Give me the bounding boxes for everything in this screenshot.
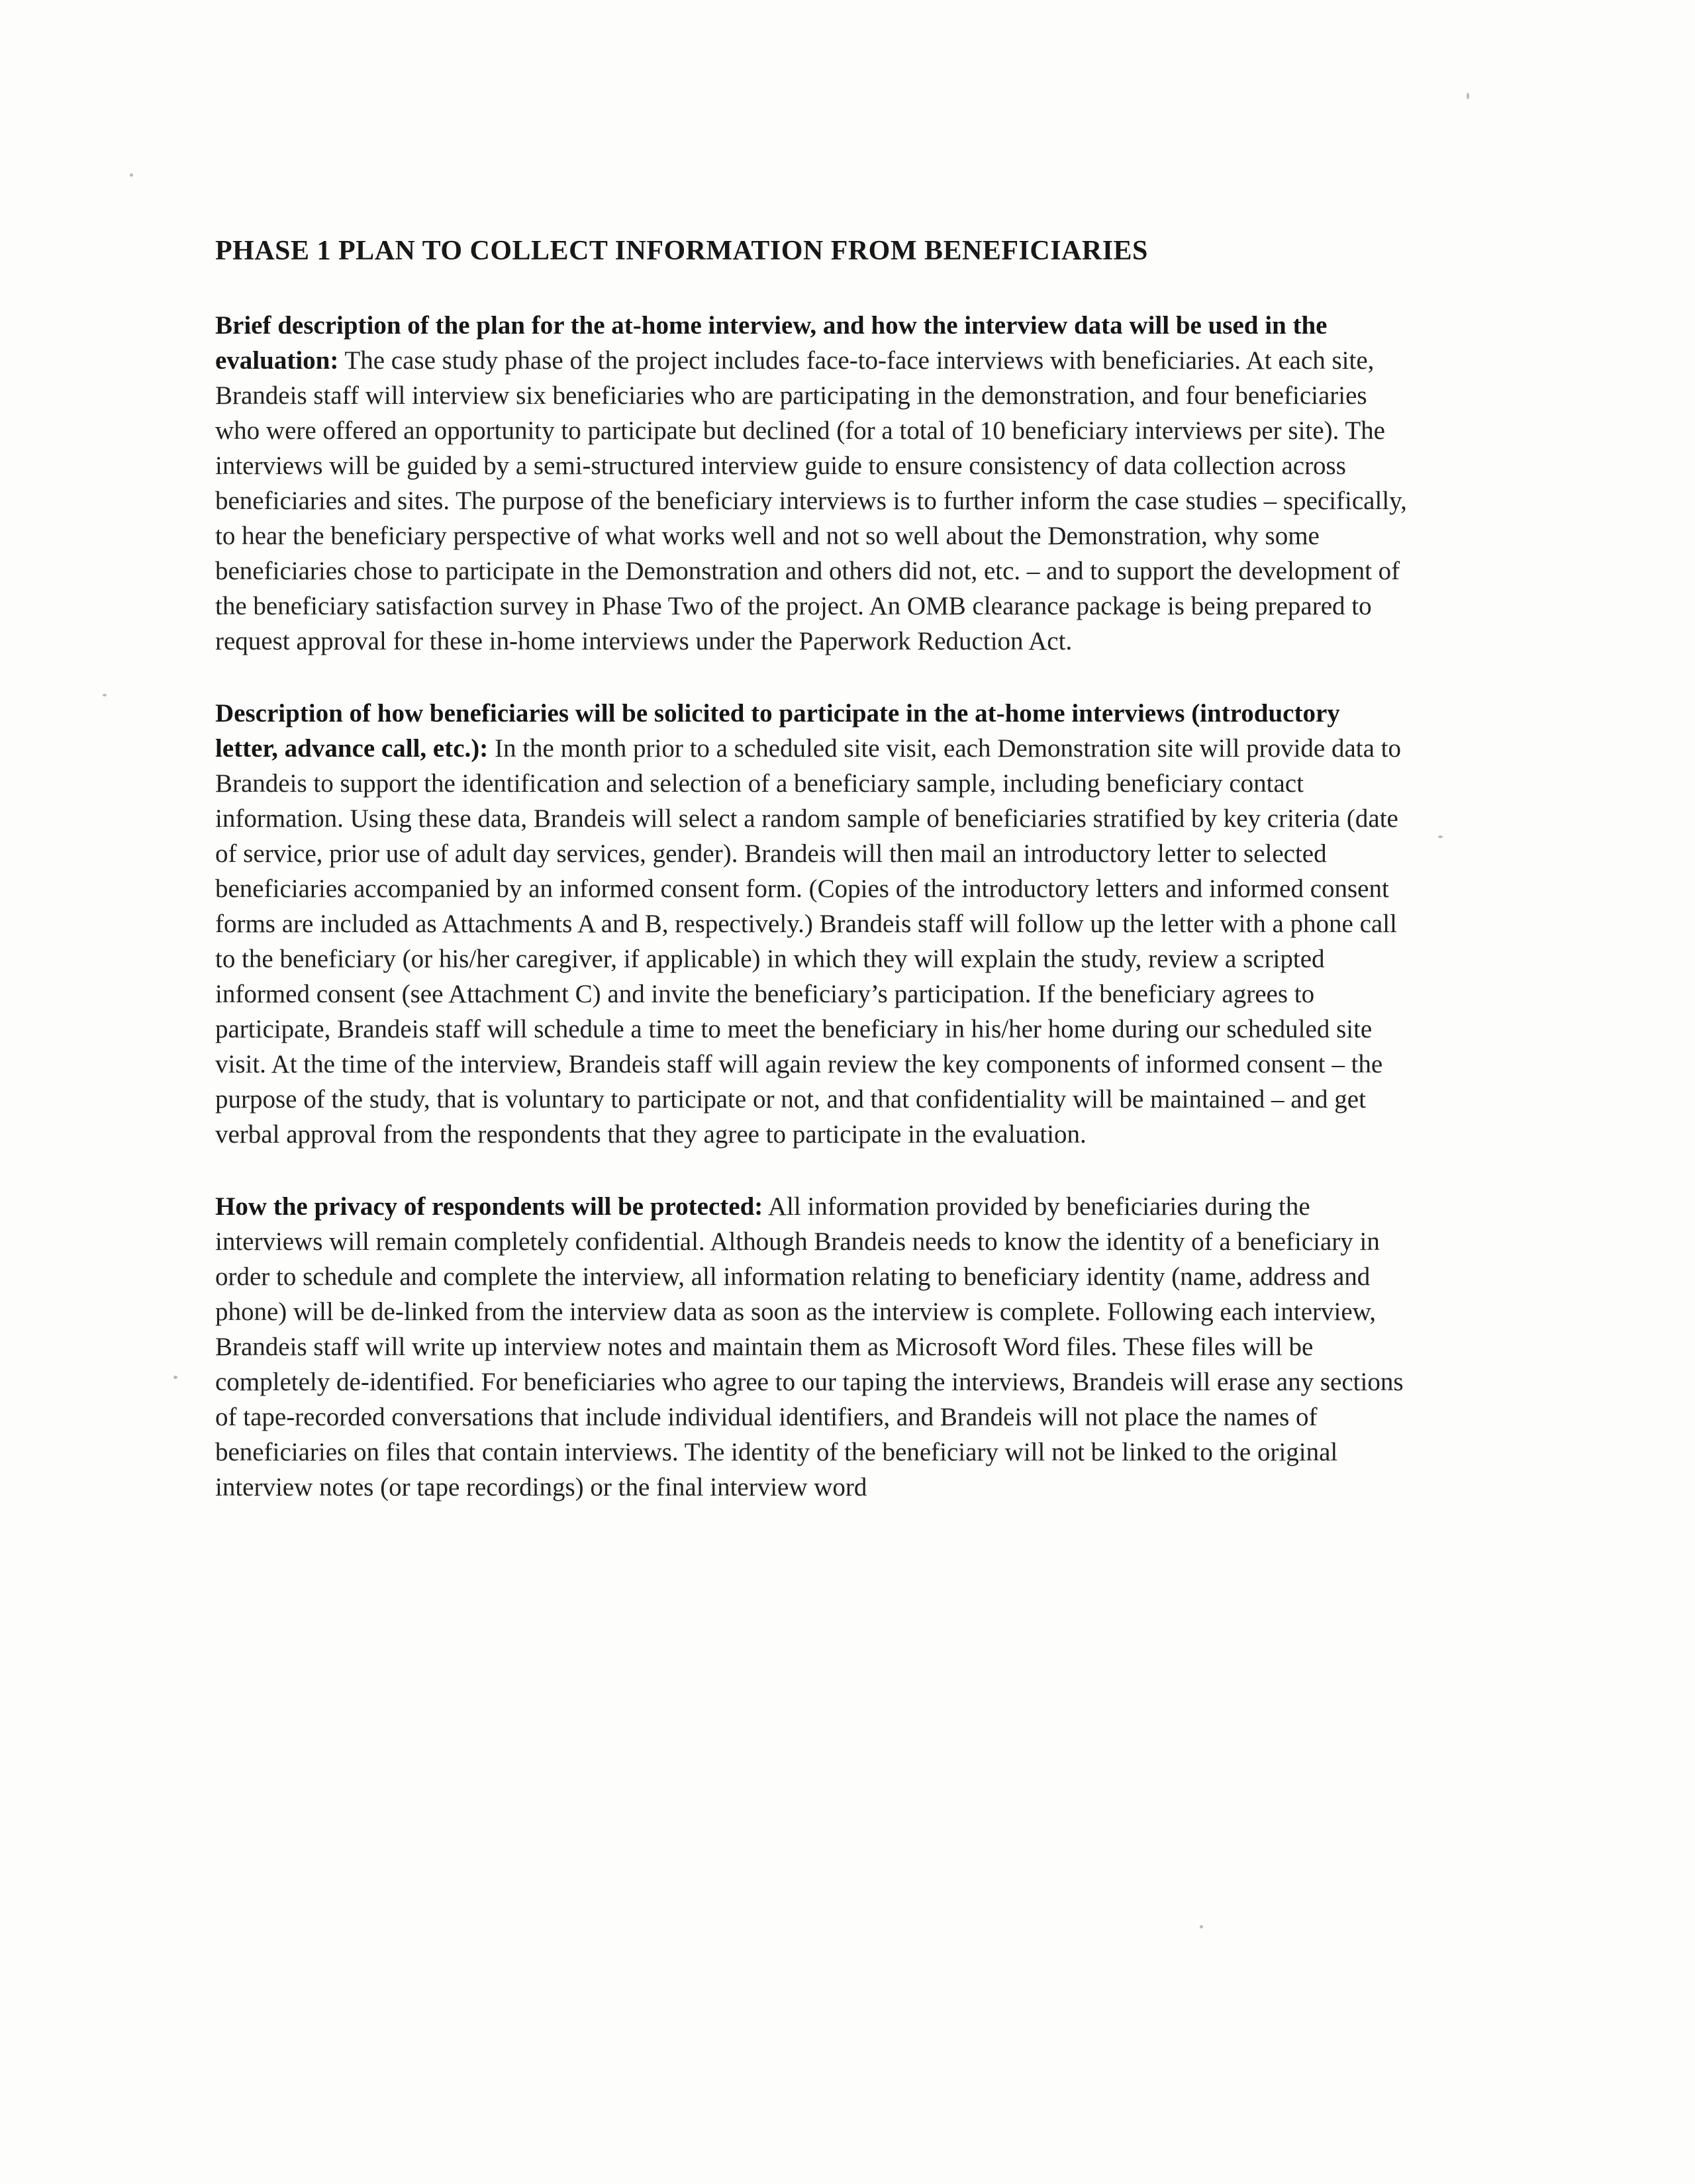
section-body-solicitation: In the month prior to a scheduled site visit, each Demonstration site will provide data to Brandeis to support the identification and selection of a beneficiary sample, including beneficiary contact information. Using these data, Brandeis will select a random sample of beneficiaries stratified by key criteria (date of service, prior use of adult day services, gender). Brandeis will then mail an introductory letter to selected beneficiaries accompanied by an informed consent form. (Copies of the introductory letters and informed consent forms are included as Attachments A and B, respectively.) Brandeis staff will follow up the letter with a phone call to the beneficiary (or his/her caregiver, if applicable) in which they will explain the study, review a scripted informed consent (see Attachment C) and invite the beneficiary’s participation. If the beneficiary agrees to participate, Brandeis staff will schedule a time to meet the beneficiary in his/her home during our scheduled site visit. At the time of the interview, Brandeis staff will again review the key components of informed consent – the purpose of the study, that is voluntary to participate or not, and that confidentiality will be maintained – and get verbal approval from the respondents that they agree to participate in the evaluation. <box>215 734 1402 1149</box>
section-interview-plan <box>215 308 1407 659</box>
section-body-interview-plan: The case study phase of the project includes face-to-face interviews with beneficiaries. At each site, Brandeis staff will interview six beneficiaries who are participating in the demonstration, and four beneficiaries who were offered an opportunity to participate but declined (for a total of 10 beneficiary interviews per site). The interviews will be guided by a semi-structured interview guide to ensure consistency of data collection across beneficiaries and sites. The purpose of the beneficiary interviews is to further inform the case studies – specifically, to hear the beneficiary perspective of what works well and not so well about the Demonstration, why some beneficiaries chose to participate in the Demonstration and others did not, etc. – and to support the development of the beneficiary satisfaction survey in Phase Two of the project. An OMB clearance package is being prepared to request approval for these in-home interviews under the Paperwork Reduction Act. <box>215 346 1407 655</box>
scan-artifact <box>130 173 133 177</box>
section-solicitation <box>215 696 1407 1152</box>
document-content <box>215 235 1407 1542</box>
section-body-privacy: All information provided by beneficiaries during the interviews will remain completely confidential. Although Brandeis needs to know the identity of a beneficiary in order to schedule and complete the interview, all information relating to beneficiary identity (name, address and phone) will be de-linked from the interview data as soon as the interview is complete. Following each interview, Brandeis staff will write up interview notes and maintain them as Microsoft Word files. These files will be completely de-identified. For beneficiaries who agree to our taping the interviews, Brandeis will erase any sections of tape-recorded conversations that include individual identifiers, and Brandeis will not place the names of beneficiaries on files that contain interviews. The identity of the beneficiary will not be linked to the original interview notes (or tape recordings) or the final interview word <box>215 1192 1404 1501</box>
scan-artifact <box>103 694 107 696</box>
section-heading-privacy: How the privacy of respondents will be protected: <box>215 1192 763 1221</box>
page-title: PHASE 1 PLAN TO COLLECT INFORMATION FROM BENEFICIARIES <box>215 236 1148 266</box>
scan-artifact <box>1467 93 1469 99</box>
section-heading-solicitation: Description of how beneficiaries will be solicited to participate in the at-home interviews (introductory letter, advance call, etc.): <box>215 699 1340 763</box>
section-privacy <box>215 1189 1407 1505</box>
section-heading-interview-plan: Brief description of the plan for the at-home interview, and how the interview data will be used in the evaluation: <box>215 311 1328 375</box>
scan-artifact <box>1200 1925 1203 1928</box>
scan-artifact <box>173 1376 177 1379</box>
scan-artifact <box>1438 835 1443 838</box>
